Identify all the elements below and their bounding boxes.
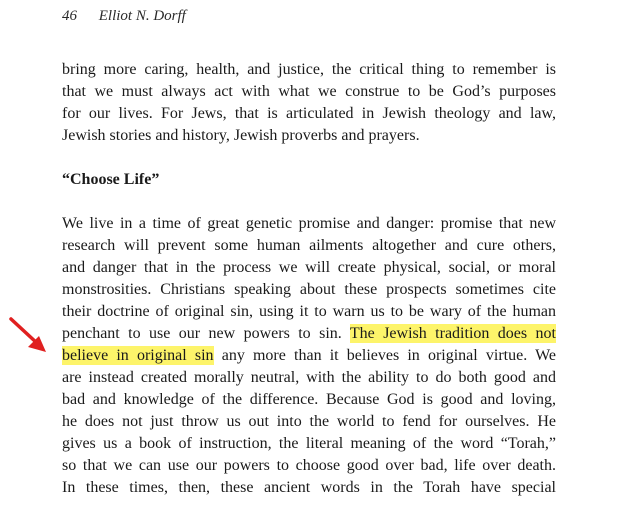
- text-line: Jewish stories and history, Jewish proverbs and prayers.: [62, 127, 420, 144]
- text-line: bad and knowledge of the difference. Because God is good and loving,: [62, 391, 556, 408]
- text-line: bring more caring, health, and justice, the critical thing to remember is: [62, 61, 556, 78]
- highlighted-text: The Jewish tradition does not: [349, 325, 556, 342]
- red-arrow-icon: [8, 316, 48, 354]
- text-segment: penchant to use our new powers to sin.: [62, 325, 350, 342]
- text-line: their doctrine of original sin, using it to warn us to be wary of the human: [62, 303, 556, 320]
- text-segment: any more than it believes in original virtue. We: [213, 347, 557, 364]
- section-heading: “Choose Life”: [62, 171, 160, 188]
- text-line: research will prevent some human ailments altogether and cure others,: [62, 237, 556, 254]
- text-line: are instead created morally neutral, with the ability to do both good and: [62, 369, 556, 386]
- text-line: gives us a book of instruction, the literal meaning of the word “Torah,”: [62, 435, 556, 452]
- text-line-with-highlight: [62, 323, 556, 345]
- running-head: [62, 8, 186, 25]
- text-line: In these times, then, these ancient words in the Torah have special: [62, 479, 556, 496]
- text-line: and danger that in the process we will create physical, social, or moral: [62, 259, 556, 276]
- page-number: 46: [62, 8, 77, 24]
- text-line: that we must always act with what we construe to be God’s purposes: [62, 83, 556, 100]
- running-head-author: Elliot N. Dorff: [98, 8, 186, 24]
- text-line: he does not just throw us out into the world to fend for ourselves. He: [62, 413, 556, 430]
- text-line: for our lives. For Jews, that is articulated in Jewish theology and law,: [62, 105, 556, 122]
- text-line-with-highlight: [62, 345, 556, 367]
- text-line: so that we can use our powers to choose good over bad, life over death.: [62, 457, 556, 474]
- text-line: monstrosities. Christians speaking about these prospects sometimes cite: [62, 281, 556, 298]
- highlighted-text: believe in original sin: [62, 347, 214, 364]
- text-line: We live in a time of great genetic promise and danger: promise that new: [62, 215, 556, 232]
